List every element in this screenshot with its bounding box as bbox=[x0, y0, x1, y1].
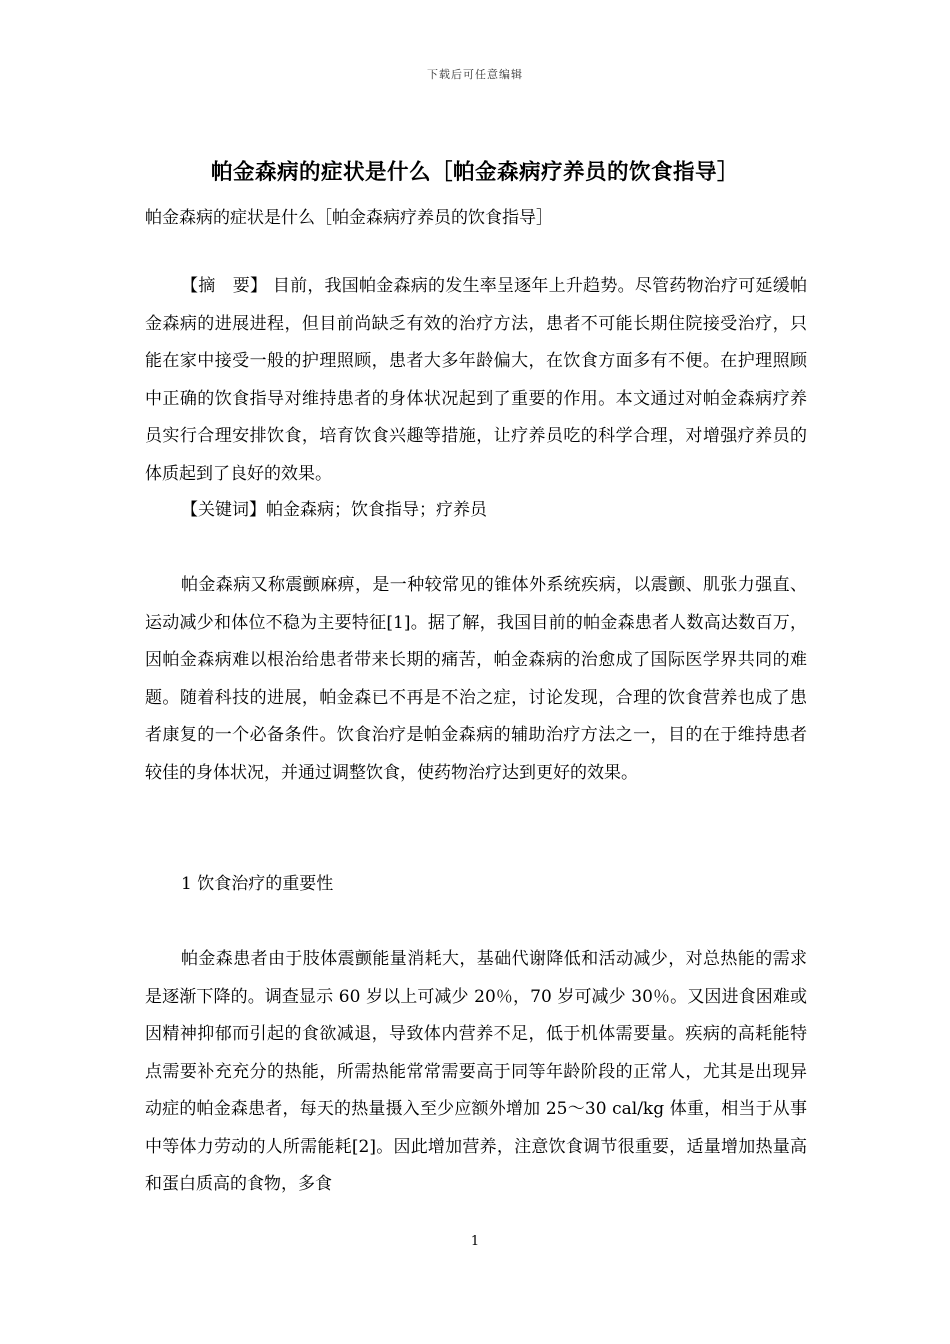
section-heading: 1 饮食治疗的重要性 bbox=[181, 874, 334, 894]
section-body-paragraph: 帕金森患者由于肢体震颤能量消耗大，基础代谢降低和活动减少，对总热能的需求是逐渐下降的。调查显示 60 岁以上可减少 20％，70 岁可减少 30％。又因进食困难或因精神抑郁而引起的食欲减退，导致体内营养不足，低于机体需要量。疾病的高耗能特点需要补充充分的热能，所需热能常常需要高于同等年龄阶段的正常人，尤其是出现异动症的帕金森患者，每天的热量摄入至少应额外增加 25～30 cal/kg 体重，相当于从事中等体力劳动的人所需能耗[2]。因此增加营养，注意饮食调节很重要，适量增加热量高和蛋白质高的食物，多食 bbox=[145, 949, 807, 1194]
keywords-paragraph: 【关键词】帕金森病；饮食指导；疗养员 bbox=[181, 500, 487, 520]
document-subtitle: 帕金森病的症状是什么［帕金森病疗养员的饮食指导］ bbox=[145, 208, 553, 228]
page-header: 下载后可任意编辑 bbox=[427, 68, 523, 81]
intro-paragraph: 帕金森病又称震颤麻痹，是一种较常见的锥体外系统疾病，以震颤、肌张力强直、运动减少和体位不稳为主要特征[1]。据了解，我国目前的帕金森患者人数高达数百万，因帕金森病难以根治给患者带来长期的痛苦，帕金森病的治愈成了国际医学界共同的难题。随着科技的进展，帕金森已不再是不治之症，讨论发现，合理的饮食营养也成了患者康复的一个必备条件。饮食治疗是帕金森病的辅助治疗方法之一，目的在于维持患者较佳的身体状况，并通过调整饮食，使药物治疗达到更好的效果。 bbox=[145, 575, 807, 783]
document-title: 帕金森病的症状是什么［帕金森病疗养员的饮食指导］ bbox=[210, 160, 739, 185]
abstract-paragraph: 【摘 要】 目前，我国帕金森病的发生率呈逐年上升趋势。尽管药物治疗可延缓帕金森病的进展进程，但目前尚缺乏有效的治疗方法，患者不可能长期住院接受治疗，只能在家中接受一般的护理照顾，患者大多年龄偏大，在饮食方面多有不便。在护理照顾中正确的饮食指导对维持患者的身体状况起到了重要的作用。本文通过对帕金森病疗养员实行合理安排饮食，培育饮食兴趣等措施，让疗养员吃的科学合理，对增强疗养员的体质起到了良好的效果。 bbox=[145, 276, 807, 484]
page-number: 1 bbox=[470, 1234, 480, 1249]
